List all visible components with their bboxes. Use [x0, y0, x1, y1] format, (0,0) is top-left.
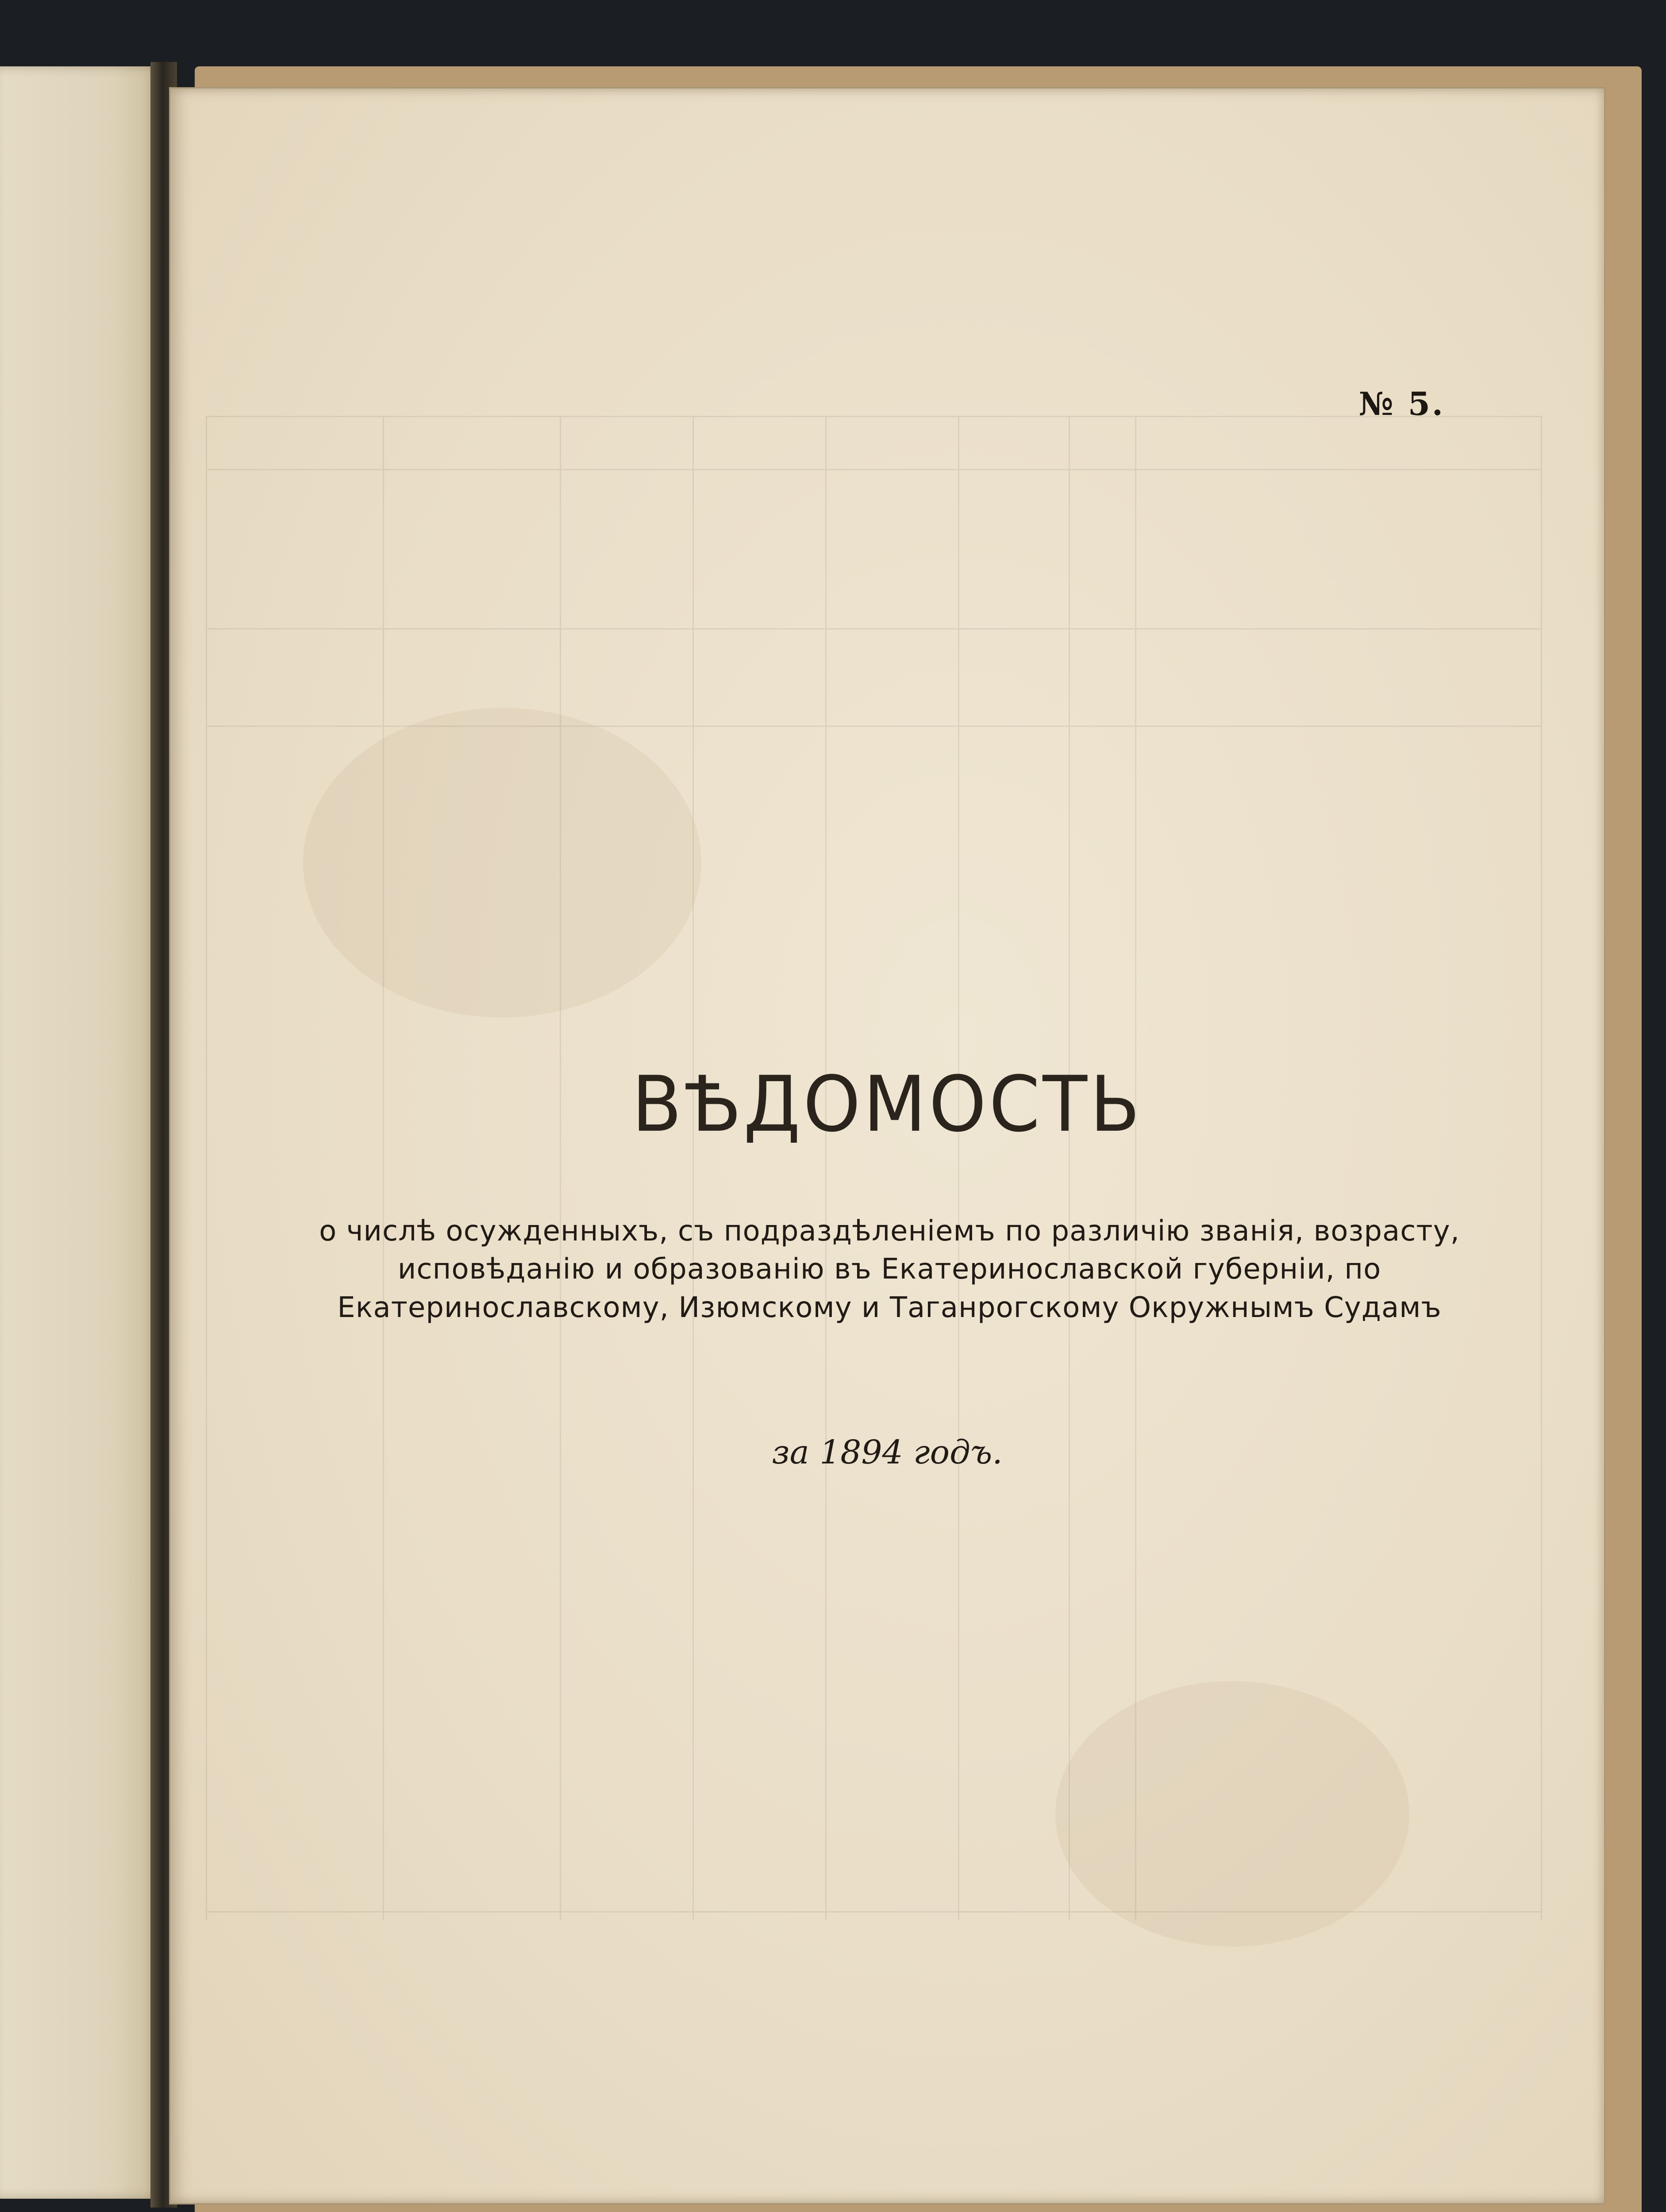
document-year: за 1894 годъ.: [772, 1433, 1003, 1471]
document-title: ВѢДОМОСТЬ: [631, 1060, 1143, 1149]
document-subtitle: о числѣ осужденныхъ, съ подраздѣленіемъ по различію званія, возрасту, исповѣданію и образованію въ Екатеринославской губерніи, по Екатеринославскому, Изюмскому и Таганрогскому Окружнымъ Судамъ: [319, 1215, 1460, 1324]
bleed-through-table: [206, 416, 1542, 1920]
left-facing-page: [0, 66, 159, 2199]
main-page: [170, 88, 1604, 2203]
document-number: № 5.: [1358, 385, 1445, 422]
